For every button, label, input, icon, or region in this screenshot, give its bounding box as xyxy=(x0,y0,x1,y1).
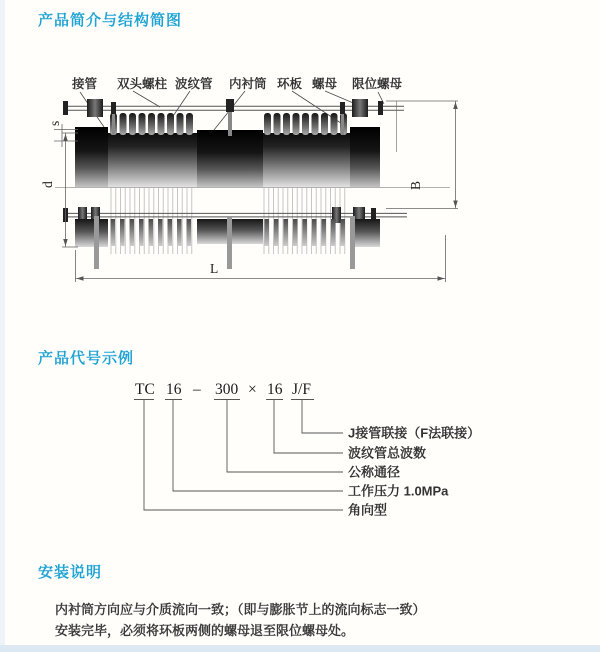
bellows-bump xyxy=(120,113,127,135)
bellows-bump xyxy=(129,113,136,135)
code-seg-type: TC xyxy=(135,381,155,398)
code-callout-labels xyxy=(348,426,480,518)
stud-bottom-right xyxy=(350,216,355,269)
bellows-bar-bottom xyxy=(149,219,154,246)
bellows-bump xyxy=(158,113,165,135)
installation-note-line1: 内衬筒方向应与介质流向一致；（即与膨胀节上的流向标志一致） xyxy=(55,602,426,617)
bellows-bump xyxy=(148,113,155,135)
bellows-bar-bottom xyxy=(284,219,289,246)
dim-label-l: L xyxy=(210,261,219,276)
code-seg-times: × xyxy=(248,381,257,398)
bellows-bar-bottom xyxy=(158,219,163,246)
callout-diameter: 公称通径 xyxy=(348,464,401,480)
bellows-bar-bottom xyxy=(274,219,279,246)
bellows-bar-bottom xyxy=(303,219,308,246)
arrow-b-bottom xyxy=(453,201,458,208)
code-seg-dash: – xyxy=(193,381,201,398)
bellows-bar-bottom xyxy=(130,219,135,246)
arrow-d-bottom xyxy=(63,239,68,246)
code-seg-waves: 16 xyxy=(267,381,283,398)
stud-bottom-center xyxy=(227,216,232,269)
nut-right-inner xyxy=(340,102,345,114)
bellows-bar-bottom xyxy=(177,219,182,246)
section-heading-code-example: 产品代号示例 xyxy=(38,350,135,367)
stud-bottom-left xyxy=(94,216,99,269)
bellows-bar-bottom xyxy=(168,219,173,246)
bellows-bump xyxy=(167,113,174,135)
arrow-l-right xyxy=(438,276,445,281)
bellows-bar-bottom xyxy=(331,219,336,246)
callout-pressure: 工作压力 1.0MPa xyxy=(348,483,449,499)
label-shuangtou: 双头螺柱 xyxy=(117,77,168,91)
stud-center xyxy=(228,108,232,136)
bellows-bump xyxy=(264,113,271,135)
expansion-joint-body-bottom xyxy=(75,216,380,269)
label-luomu: 螺母 xyxy=(312,77,338,91)
bellows-bump xyxy=(186,113,193,135)
bellows-bump xyxy=(274,113,281,135)
limit-nut-right xyxy=(378,101,383,115)
bellows-bar-bottom xyxy=(120,219,125,246)
bellows-bump xyxy=(283,113,290,135)
expansion-joint-body-top xyxy=(75,113,380,187)
nut-left-inner xyxy=(111,102,116,114)
bellows-bar-bottom xyxy=(111,219,116,246)
label-jieguan: 接管 xyxy=(72,77,98,91)
structure-diagram xyxy=(0,60,600,350)
limit-nut-left xyxy=(63,101,68,115)
label-neichentong: 内衬筒 xyxy=(229,77,267,91)
code-callout-lines xyxy=(134,400,343,511)
callout-waves: 波纹管总波数 xyxy=(348,445,427,461)
bellows-bump xyxy=(331,113,338,135)
dim-label-b: B xyxy=(408,180,423,190)
dimension-s xyxy=(54,124,78,147)
bellows-bar-bottom xyxy=(322,219,327,246)
label-huanban: 环板 xyxy=(277,77,303,91)
code-seg-connection: J/F xyxy=(292,381,311,398)
bellows-bump xyxy=(302,113,309,135)
section-heading-installation: 安装说明 xyxy=(38,564,103,581)
bellows-bump xyxy=(139,113,146,135)
bellows-bar-bottom xyxy=(293,219,298,246)
nut-block-right xyxy=(352,99,368,117)
arrow-b-top xyxy=(453,102,458,109)
label-bowenguan: 波纹管 xyxy=(175,77,213,91)
dim-label-d: d xyxy=(40,181,55,188)
code-segments xyxy=(135,381,311,398)
arrow-d-top xyxy=(63,134,68,141)
arrow-l-left xyxy=(77,276,84,281)
code-breakdown-diagram xyxy=(0,375,600,525)
nut-block-left xyxy=(87,99,103,117)
part-labels xyxy=(71,76,403,91)
bellows-bump xyxy=(177,113,184,135)
bellows-bar-bottom xyxy=(341,219,346,246)
dimension-b xyxy=(386,101,458,209)
code-seg-diameter: 300 xyxy=(215,381,239,398)
installation-note-line2: 安装完毕，必须将环板两侧的螺母退至限位螺母处。 xyxy=(55,623,355,638)
bellows-bar-bottom xyxy=(265,219,270,246)
callout-type: 角向型 xyxy=(348,502,388,518)
label-xianwei: 限位螺母 xyxy=(352,77,403,91)
bellows-bump xyxy=(312,113,319,135)
section-heading-intro: 产品简介与结构简图 xyxy=(38,12,183,29)
page-edge-bottom xyxy=(0,645,600,652)
dim-label-s: s xyxy=(47,120,62,126)
bellows-bar-bottom xyxy=(312,219,317,246)
nut-center xyxy=(226,99,234,112)
code-seg-pressure: 16 xyxy=(166,381,182,398)
bellows-bar-bottom xyxy=(187,219,192,246)
bellows-bump xyxy=(293,113,300,135)
bellows-bump xyxy=(321,113,328,135)
callout-connection: J接管联接（F法联接） xyxy=(348,425,481,441)
bellows-bar-bottom xyxy=(139,219,144,246)
